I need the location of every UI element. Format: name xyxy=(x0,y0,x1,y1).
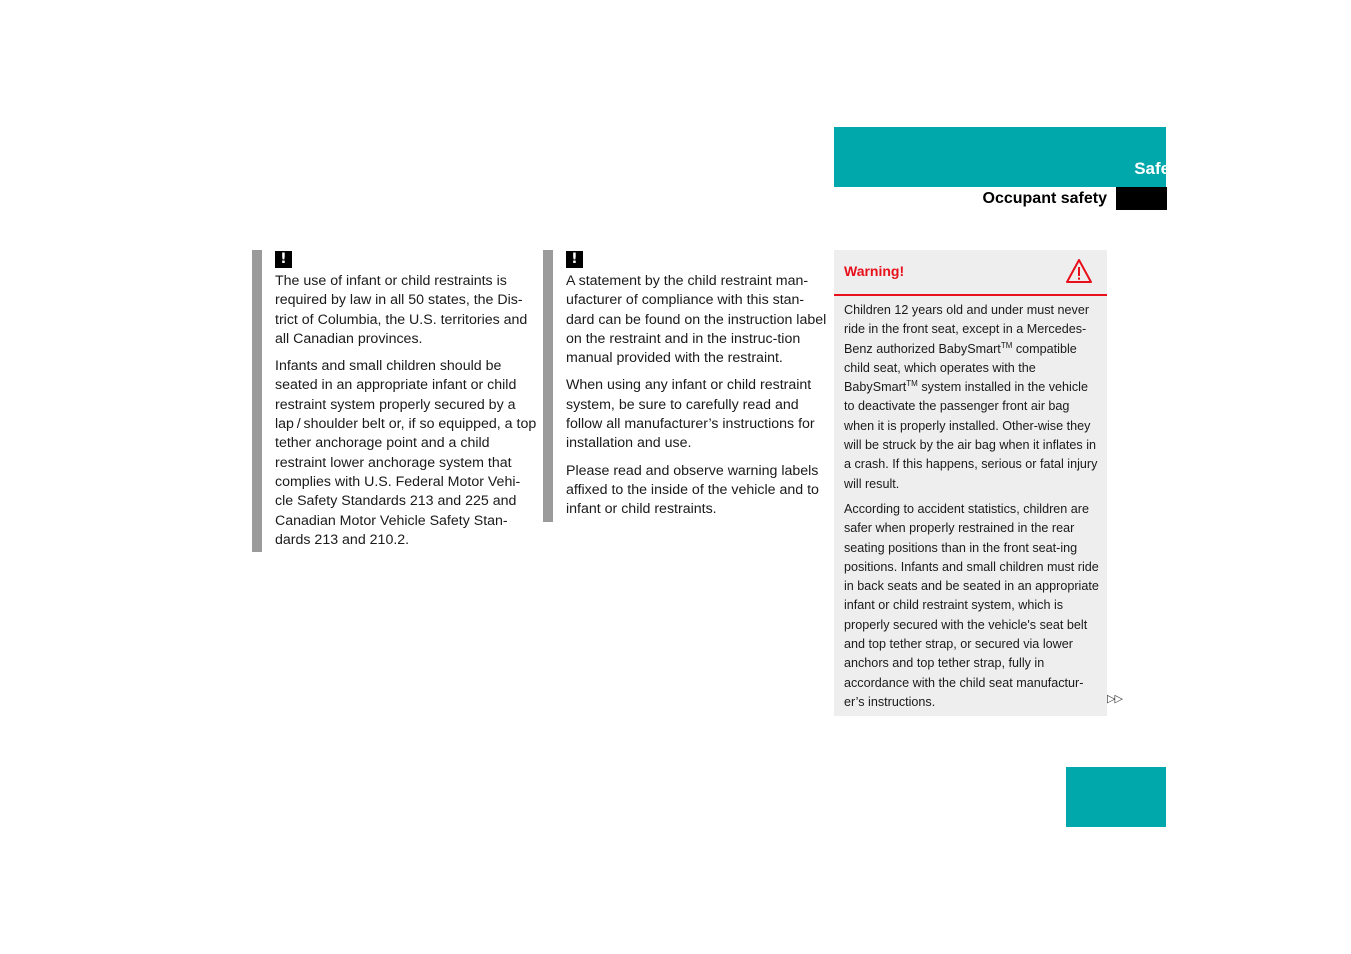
header-band xyxy=(834,127,1166,187)
warning-triangle-icon xyxy=(1065,258,1093,284)
section-title: Safety and Security xyxy=(1134,159,1292,178)
subsection-title: Occupant safety xyxy=(982,190,1107,207)
notice-paragraph: Please read and observe warning labels affixed to the inside of the vehicle and to infant or child restraints. xyxy=(566,462,819,518)
notice-exclamation-icon: ! xyxy=(275,251,292,268)
subsection-marker xyxy=(1116,187,1167,210)
warning-paragraph: According to accident statistics, children are safer when properly restrained in the rear seating positions than in the front seat-ing positions. Infants and small children must ride in back seats and be seated in an appropriate infant or child restraint system, which is properly secured with the vehicle's seat belt and top tether strap, or secured via lower anchors and top tether strap, fully in accordance with the child seat manufactur-er’s instructions. xyxy=(844,501,1099,709)
continue-arrows-icon: ▷▷ xyxy=(1107,692,1122,705)
warning-box xyxy=(834,250,1107,716)
warning-body xyxy=(834,296,1107,712)
page-number: 77 xyxy=(1273,772,1292,791)
notice-paragraph: Infants and small children should be seated in an appropriate infant or child restraint system properly secured by a lap / shoulder belt or, if so equipped, a top tether anchorage point and a child restraint lower anchorage system that complies with U.S. Federal Motor Vehi-cle Safety Standards 213 and 225 and Canadian Motor Vehicle Safety Stan-dards 213 and 210.2. xyxy=(275,358,537,548)
notice-paragraph: When using any infant or child restraint system, be sure to carefully read and follow all manufacturer’s instructions for installation and use. xyxy=(566,377,815,452)
notice-exclamation-icon: ! xyxy=(566,251,583,268)
warning-label: Warning! xyxy=(844,263,905,279)
warning-paragraph: Children 12 years old and under must never ride in the front seat, except in a Mercedes-Benz authorized BabySmart™ compatible child seat, which operates with the BabySmart™ system installed in the vehicle to deactivate the passenger front air bag when it is properly installed. Other-wise they will be struck by the air bag when it inflates in a crash. If this happens, serious or fatal injury will result. xyxy=(844,303,1098,491)
notice-paragraph: A statement by the child restraint man-ufacturer of compliance with this stan-dard can be found on the instruction label on the restraint and in the instruc-tion manual provided with the restraint. xyxy=(566,273,827,367)
notice-child-restraint-law xyxy=(252,250,538,552)
warning-header xyxy=(834,250,1107,296)
page-number-band xyxy=(1066,767,1166,827)
notice-paragraph: The use of infant or child restraints is required by law in all 50 states, the Dis-trict of Columbia, the U.S. territories and all Canadian provinces. xyxy=(275,273,528,347)
notice-restraint-compliance xyxy=(543,250,829,522)
